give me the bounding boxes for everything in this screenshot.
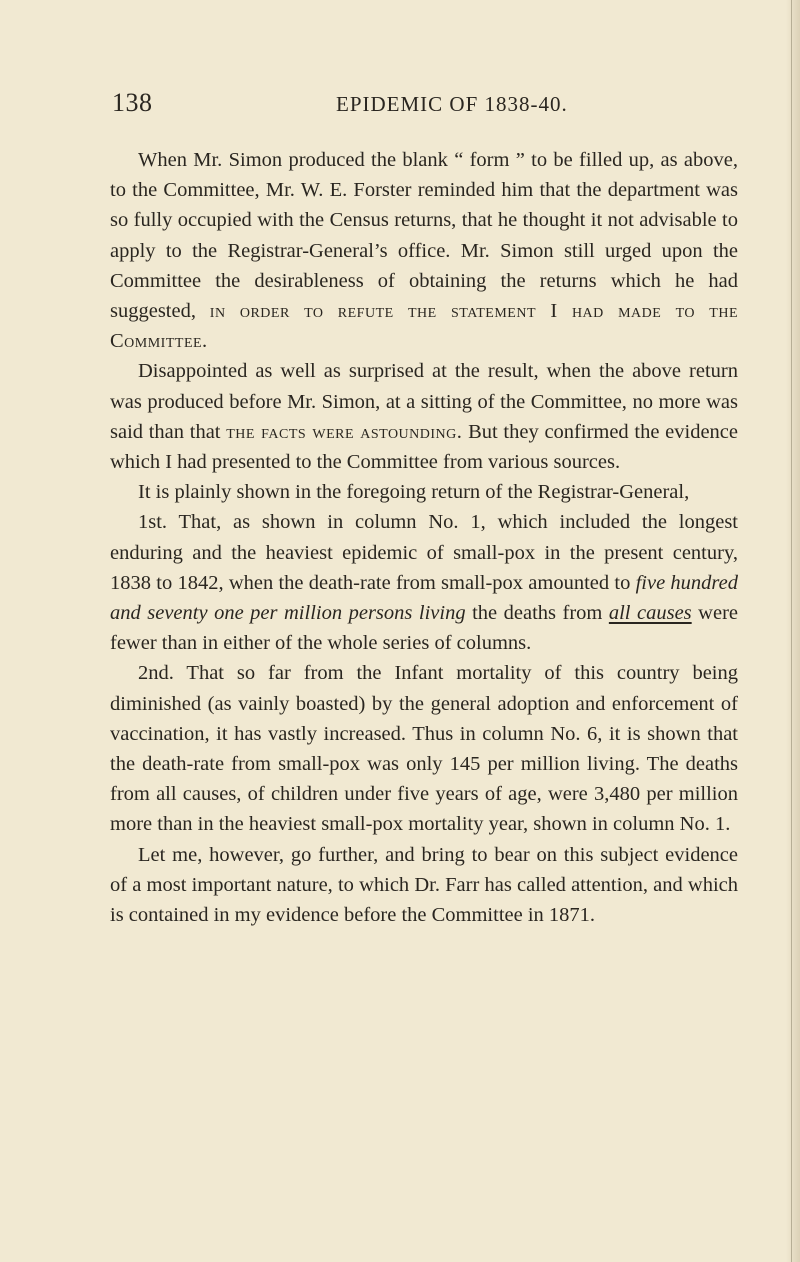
paragraph-simon-form	[110, 145, 738, 356]
paragraph-first-point	[110, 507, 738, 658]
smallcaps-phrase: the facts were astounding.	[226, 420, 463, 443]
text-segment: Let me, however, go further, and bring to bear on this subject evidence of a most important nature, to which Dr. Farr has called attention, and which is contained in my evidence before the Committee in 1871.	[110, 843, 738, 927]
page-edge-line	[791, 0, 792, 1262]
paragraph-further-evidence	[110, 840, 738, 931]
text-segment: were fewer than in either of the whole series of columns.	[110, 602, 739, 655]
paragraph-second-point	[110, 658, 738, 839]
text-segment: It is plainly shown in the foregoing return of the Registrar-General,	[138, 481, 690, 504]
body-text	[110, 145, 738, 930]
text-segment: Disappointed as well as surprised at the result, when the above return was produced before Mr. Simon, at a sitting of the Committee, no more was said than that	[110, 360, 738, 443]
text-segment: But they confirmed the evidence which I had presented to the Committee from various sources.	[110, 420, 738, 474]
text-segment: 1st. That, as shown in column No. 1, which included the longest enduring and the heaviest epidemic of small-pox in the present century, 1838 to 1842, when the death-rate from small-pox amounted to	[110, 511, 738, 594]
paragraph-plainly-shown	[110, 477, 738, 507]
page-edge-shadow	[786, 0, 800, 1262]
text-segment: 2nd. That so far from the Infant mortality of this country being diminished (as vainly boasted) by the general adoption and enforcement of vaccination, it has vastly increased. Thus in column No. 6, it is shown that the death-rate from small-pox was only 145 per million living. The deaths from all causes, of children under five years of age, were 3,480 per million more than in the heaviest small-pox mortality year, shown in column No. 1.	[110, 662, 738, 836]
running-title: EPIDEMIC OF 1838-40.	[336, 92, 568, 116]
smallcaps-phrase: in order to refute the statement I had made to the Committee.	[110, 300, 738, 353]
text-segment: the deaths from	[465, 602, 609, 625]
italic-phrase: five hundred and seventy one per million persons living	[110, 571, 738, 625]
italic-underlined-phrase: all causes	[608, 602, 692, 625]
page-header	[112, 88, 732, 128]
paragraph-disappointed	[110, 356, 738, 477]
page-number: 138	[112, 88, 153, 117]
text-segment: When Mr. Simon produced the blank “ form ” to be filled up, as above, to the Committee, Mr. W. E. Forster reminded him that the department was so fully occupied with the Census returns, that he thought it not advisable to apply to the Registrar-General’s office. Mr. Simon still urged upon the Committee the desirableness of obtaining the returns which he had suggested,	[110, 149, 738, 323]
